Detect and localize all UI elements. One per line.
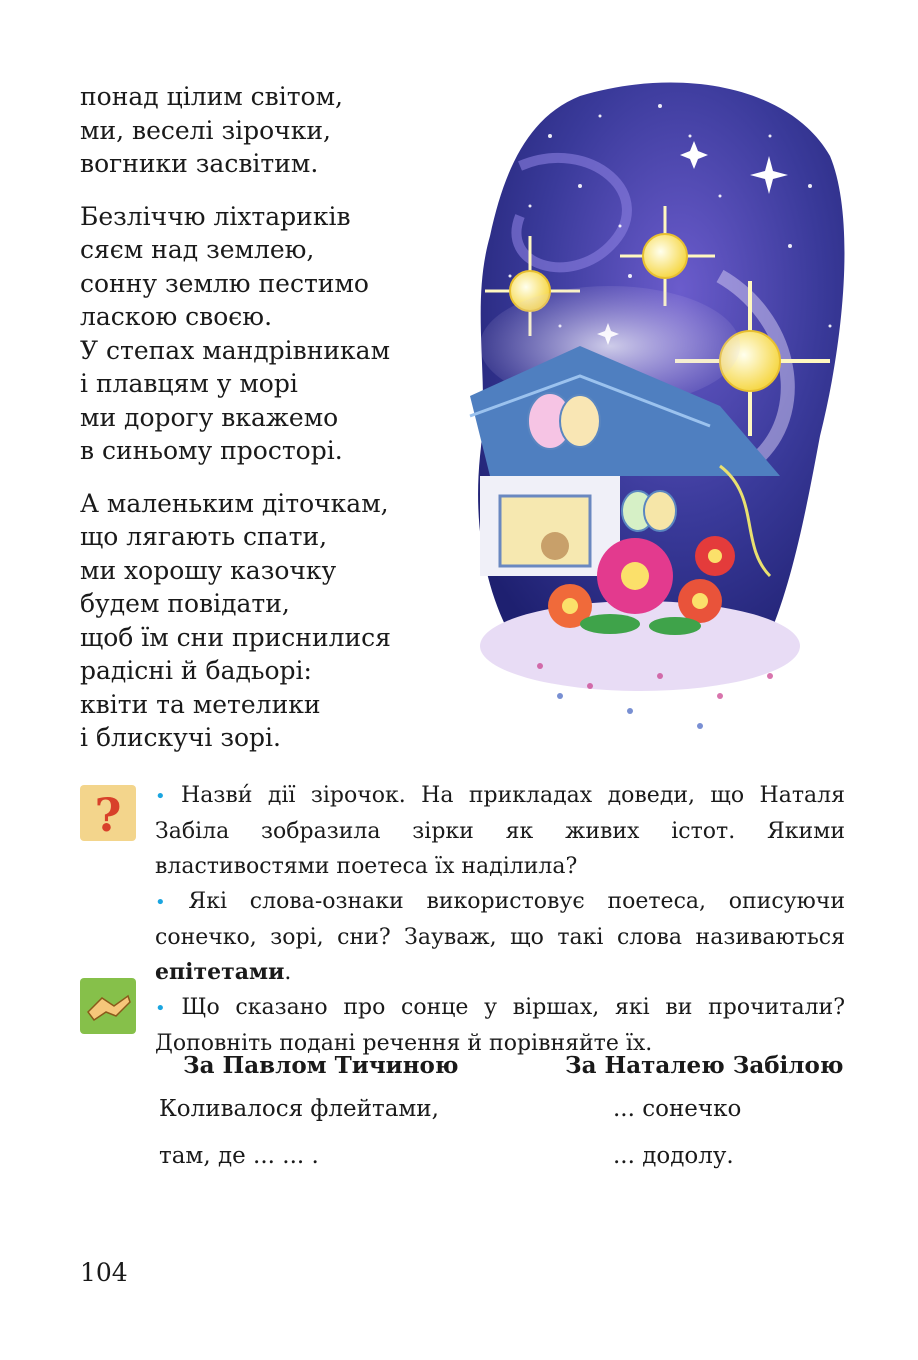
poem-line: ми дорогу вкажемо xyxy=(80,402,339,432)
butterfly xyxy=(528,393,600,449)
poem-line: У степах мандрівникам xyxy=(80,335,391,365)
butterfly xyxy=(622,491,676,531)
poem-stanza xyxy=(80,487,440,755)
poem-stanza xyxy=(80,200,440,468)
poem-line: і плавцям у морі xyxy=(80,369,298,398)
poem-line: сонну землю пестимо xyxy=(80,268,369,298)
poem-line: ласкою своєю. xyxy=(80,302,273,331)
illustration-svg xyxy=(460,76,860,756)
questions-block xyxy=(155,778,845,1061)
poem-line: Безліччю ліхтариків xyxy=(80,201,351,231)
poem-line: сяєм над землею, xyxy=(80,235,315,264)
question-2-end: . xyxy=(284,960,292,985)
flower xyxy=(695,536,735,576)
poem-line: ми хорошу казочку xyxy=(80,555,337,585)
flower xyxy=(597,538,673,614)
poem-line: в синьому просторі. xyxy=(80,436,343,465)
poem-line: будем повідати, xyxy=(80,589,290,618)
column-header-tychyna: За Павлом Тичиною xyxy=(183,1052,459,1079)
poem-line: вогники засвітим. xyxy=(80,149,319,178)
handshake-icon xyxy=(80,978,136,1034)
term-epithets: епітетами xyxy=(155,959,285,985)
svg-text:?: ? xyxy=(94,788,122,841)
tychyna-line: там, де ... ... . xyxy=(159,1143,319,1169)
night-sky-illustration xyxy=(460,76,860,756)
page-number: 104 xyxy=(80,1258,128,1287)
poem xyxy=(80,80,440,774)
poem-line: квіти та метелики xyxy=(80,689,321,719)
question-3 xyxy=(155,990,845,1061)
question-1-text: Назви́ дії зірочок. На прикладах доведи, що Наталя Забіла зобразила зірки як живих істот. Якими властивостями поетеса їх наділила? xyxy=(155,783,845,879)
bullet: • xyxy=(155,786,166,807)
poem-line: і блискучі зорі. xyxy=(80,723,281,752)
zabila-line: ... додолу. xyxy=(613,1143,734,1169)
zabila-line: ... сонечко xyxy=(613,1096,742,1122)
question-2-text: Які слова-ознаки використовує поетеса, описуючи сонечко, зорі, сни? Зауваж, що такі слова називаються xyxy=(155,889,845,950)
poem-line: що лягають спати, xyxy=(80,522,328,551)
tychyna-line: Коливалося флейтами, xyxy=(159,1096,439,1122)
poem-line: ми, веселі зірочки, xyxy=(80,115,331,145)
question-3-text: Що сказано про сонце у віршах, які ви прочитали? Доповніть подані речення й порівняйте їх. xyxy=(155,995,845,1056)
poem-line: А маленьким діточкам, xyxy=(80,488,389,518)
question-2 xyxy=(155,884,845,990)
bullet: • xyxy=(155,892,166,913)
poem-line: щоб їм сни приснилися xyxy=(80,622,391,652)
flower xyxy=(678,579,722,623)
poem-line: понад цілим світом, xyxy=(80,82,343,111)
bullet: • xyxy=(155,998,166,1019)
poem-line: радісні й бадьорі: xyxy=(80,656,312,685)
question-icon xyxy=(80,785,136,841)
column-header-zabila: За Наталею Забілою xyxy=(565,1052,844,1079)
poem-stanza xyxy=(80,80,440,181)
question-1 xyxy=(155,778,845,884)
